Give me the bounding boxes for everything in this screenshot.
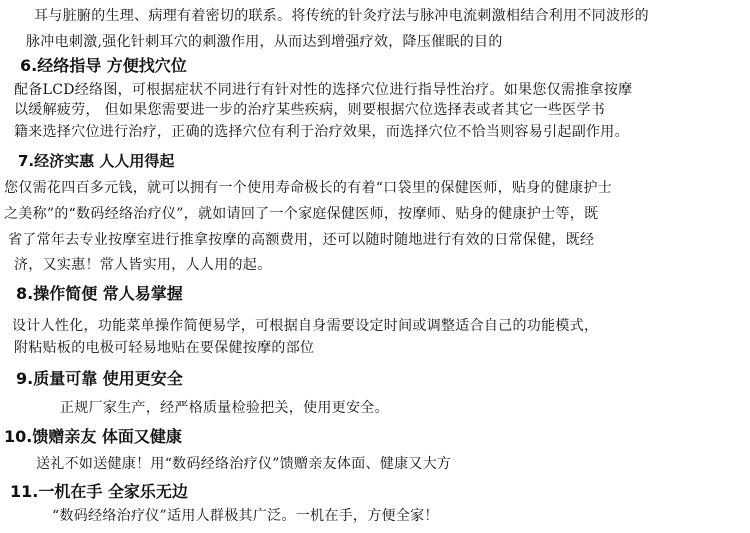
section-7-line-2: 之美称”的“数码经络治疗仪”，就如请回了一个家庭保健医师，按摩师、贴身的健康护士等，既 (4, 206, 599, 222)
section-11-line-1: “数码经络治疗仪”适用人群极其广泛。一机在手，方便全家！ (52, 508, 439, 524)
section-9-line-1: 正规厂家生产，经严格质量检验把关，使用更安全。 (60, 400, 389, 416)
section-7-line-1: 您仅需花四百多元钱，就可以拥有一个使用寿命极长的有着“口袋里的保健医师，贴身的健康护士 (4, 180, 613, 196)
section-8-line-2: 附粘贴板的电极可轻易地贴在要保健按摩的部位 (14, 340, 315, 356)
section-6-heading: 6.经络指导 方便找穴位 (20, 56, 187, 75)
section-6-line-3: 籍来选择穴位进行治疗，正确的选择穴位有利于治疗效果，而选择穴位不恰当则容易引起副作用。 (14, 124, 629, 140)
section-7-line-3: 省了常年去专业按摩室进行推拿按摩的高额费用，还可以随时随地进行有效的日常保健，既经 (8, 232, 595, 248)
section-10-heading: 10.馈赠亲友 体面又健康 (4, 427, 182, 446)
section-6-line-1: 配备LCD经络图，可根据症状不同进行有针对性的选择穴位进行指导性治疗。如果您仅需推拿按摩 (14, 82, 633, 98)
section-8-heading: 8.操作简便 常人易掌握 (16, 284, 183, 303)
intro-line-1: 耳与脏腑的生理、病理有着密切的联系。将传统的针灸疗法与脉冲电流刺激相结合利用不同波形的 (34, 8, 649, 24)
section-11-heading: 11.一机在手 全家乐无边 (10, 482, 188, 501)
intro-line-2: 脉冲电刺激,强化针刺耳穴的刺激作用，从而达到增强疗效，降压催眠的目的 (26, 34, 503, 50)
section-8-line-1: 设计人性化，功能菜单操作简便易学，可根据自身需要设定时间或调整适合自己的功能模式， (12, 318, 599, 334)
section-9-heading: 9.质量可靠 使用更安全 (16, 369, 183, 388)
section-6-line-2: 以缓解疲劳， 但如果您需要进一步的治疗某些疾病，则要根据穴位选择表或者其它一些医学书 (14, 102, 606, 118)
section-10-line-1: 送礼不如送健康！用“数码经络治疗仪”馈赠亲友体面、健康又大方 (36, 456, 452, 472)
section-7-heading: 7.经济实惠 人人用得起 (18, 152, 175, 170)
section-7-line-4: 济，又实惠！常人皆实用，人人用的起。 (14, 257, 272, 273)
